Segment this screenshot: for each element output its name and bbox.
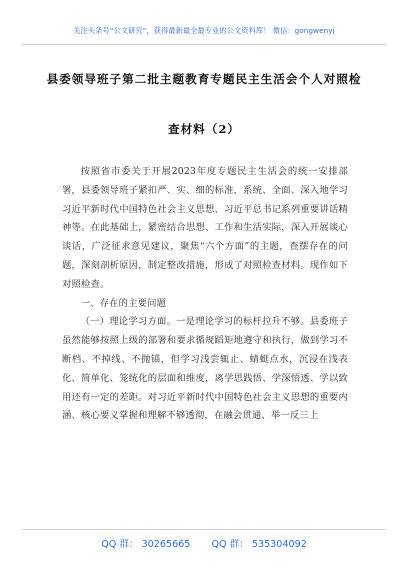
document-body — [62, 163, 348, 426]
footer-divider — [22, 529, 386, 530]
section-heading: 一、存在的主要问题 — [80, 297, 167, 309]
document-title-line-1: 县委领导班子第二批主题教育专题民主生活会个人对照检 — [46, 72, 362, 86]
theory-study-paragraph: （一）理论学习方面。一是理论学习的标杆拉升不够。县委班子虽然能够按照上级的部署和要求循规蹈矩地遵守和执行，做到学习不断档、不掉线、不抛锚，但学习浅尝辄止、蜻蜓点水，沉浸在浅表化、简单化、笼统化的层面和维度，离学思践悟、学深悟透、学以致用还有一定的差距。对习近平新时代中国特色社会主义思想的重要内涵、核心要义掌握和理解不够透彻，在融会贯通、举一反三上 — [62, 316, 348, 422]
qq-group-1: QQ 群： 30265665 — [101, 539, 191, 550]
intro-paragraph: 按照省市委关于开展2023年度专题民主生活会的统一安排部署，县委领导班子紧扣严、实、细的标准，系统、全面、深入地学习习近平新时代中国特色社会主义思想、习近平总书记系列重要讲话精神等。在此基础上，紧密结合思想、工作和生活实际，深入开展谈心谈话，广泛征求意见建议，聚焦“六个方面”的主题，查摆存在的问题，深刻剖析原因，制定整改措施，形成了对照检查材料。现作如下对照检查。 — [62, 166, 348, 290]
header-notice: 关注头条号“公文研究”，获得最新最全最专业的公文资料库！ 微信：gongwenyj — [73, 26, 335, 35]
qq-group-2: QQ 群： 535304092 — [211, 539, 307, 550]
header-divider — [22, 44, 386, 45]
footer — [0, 536, 408, 550]
document-title-line-2: 查材料（2） — [167, 122, 241, 136]
